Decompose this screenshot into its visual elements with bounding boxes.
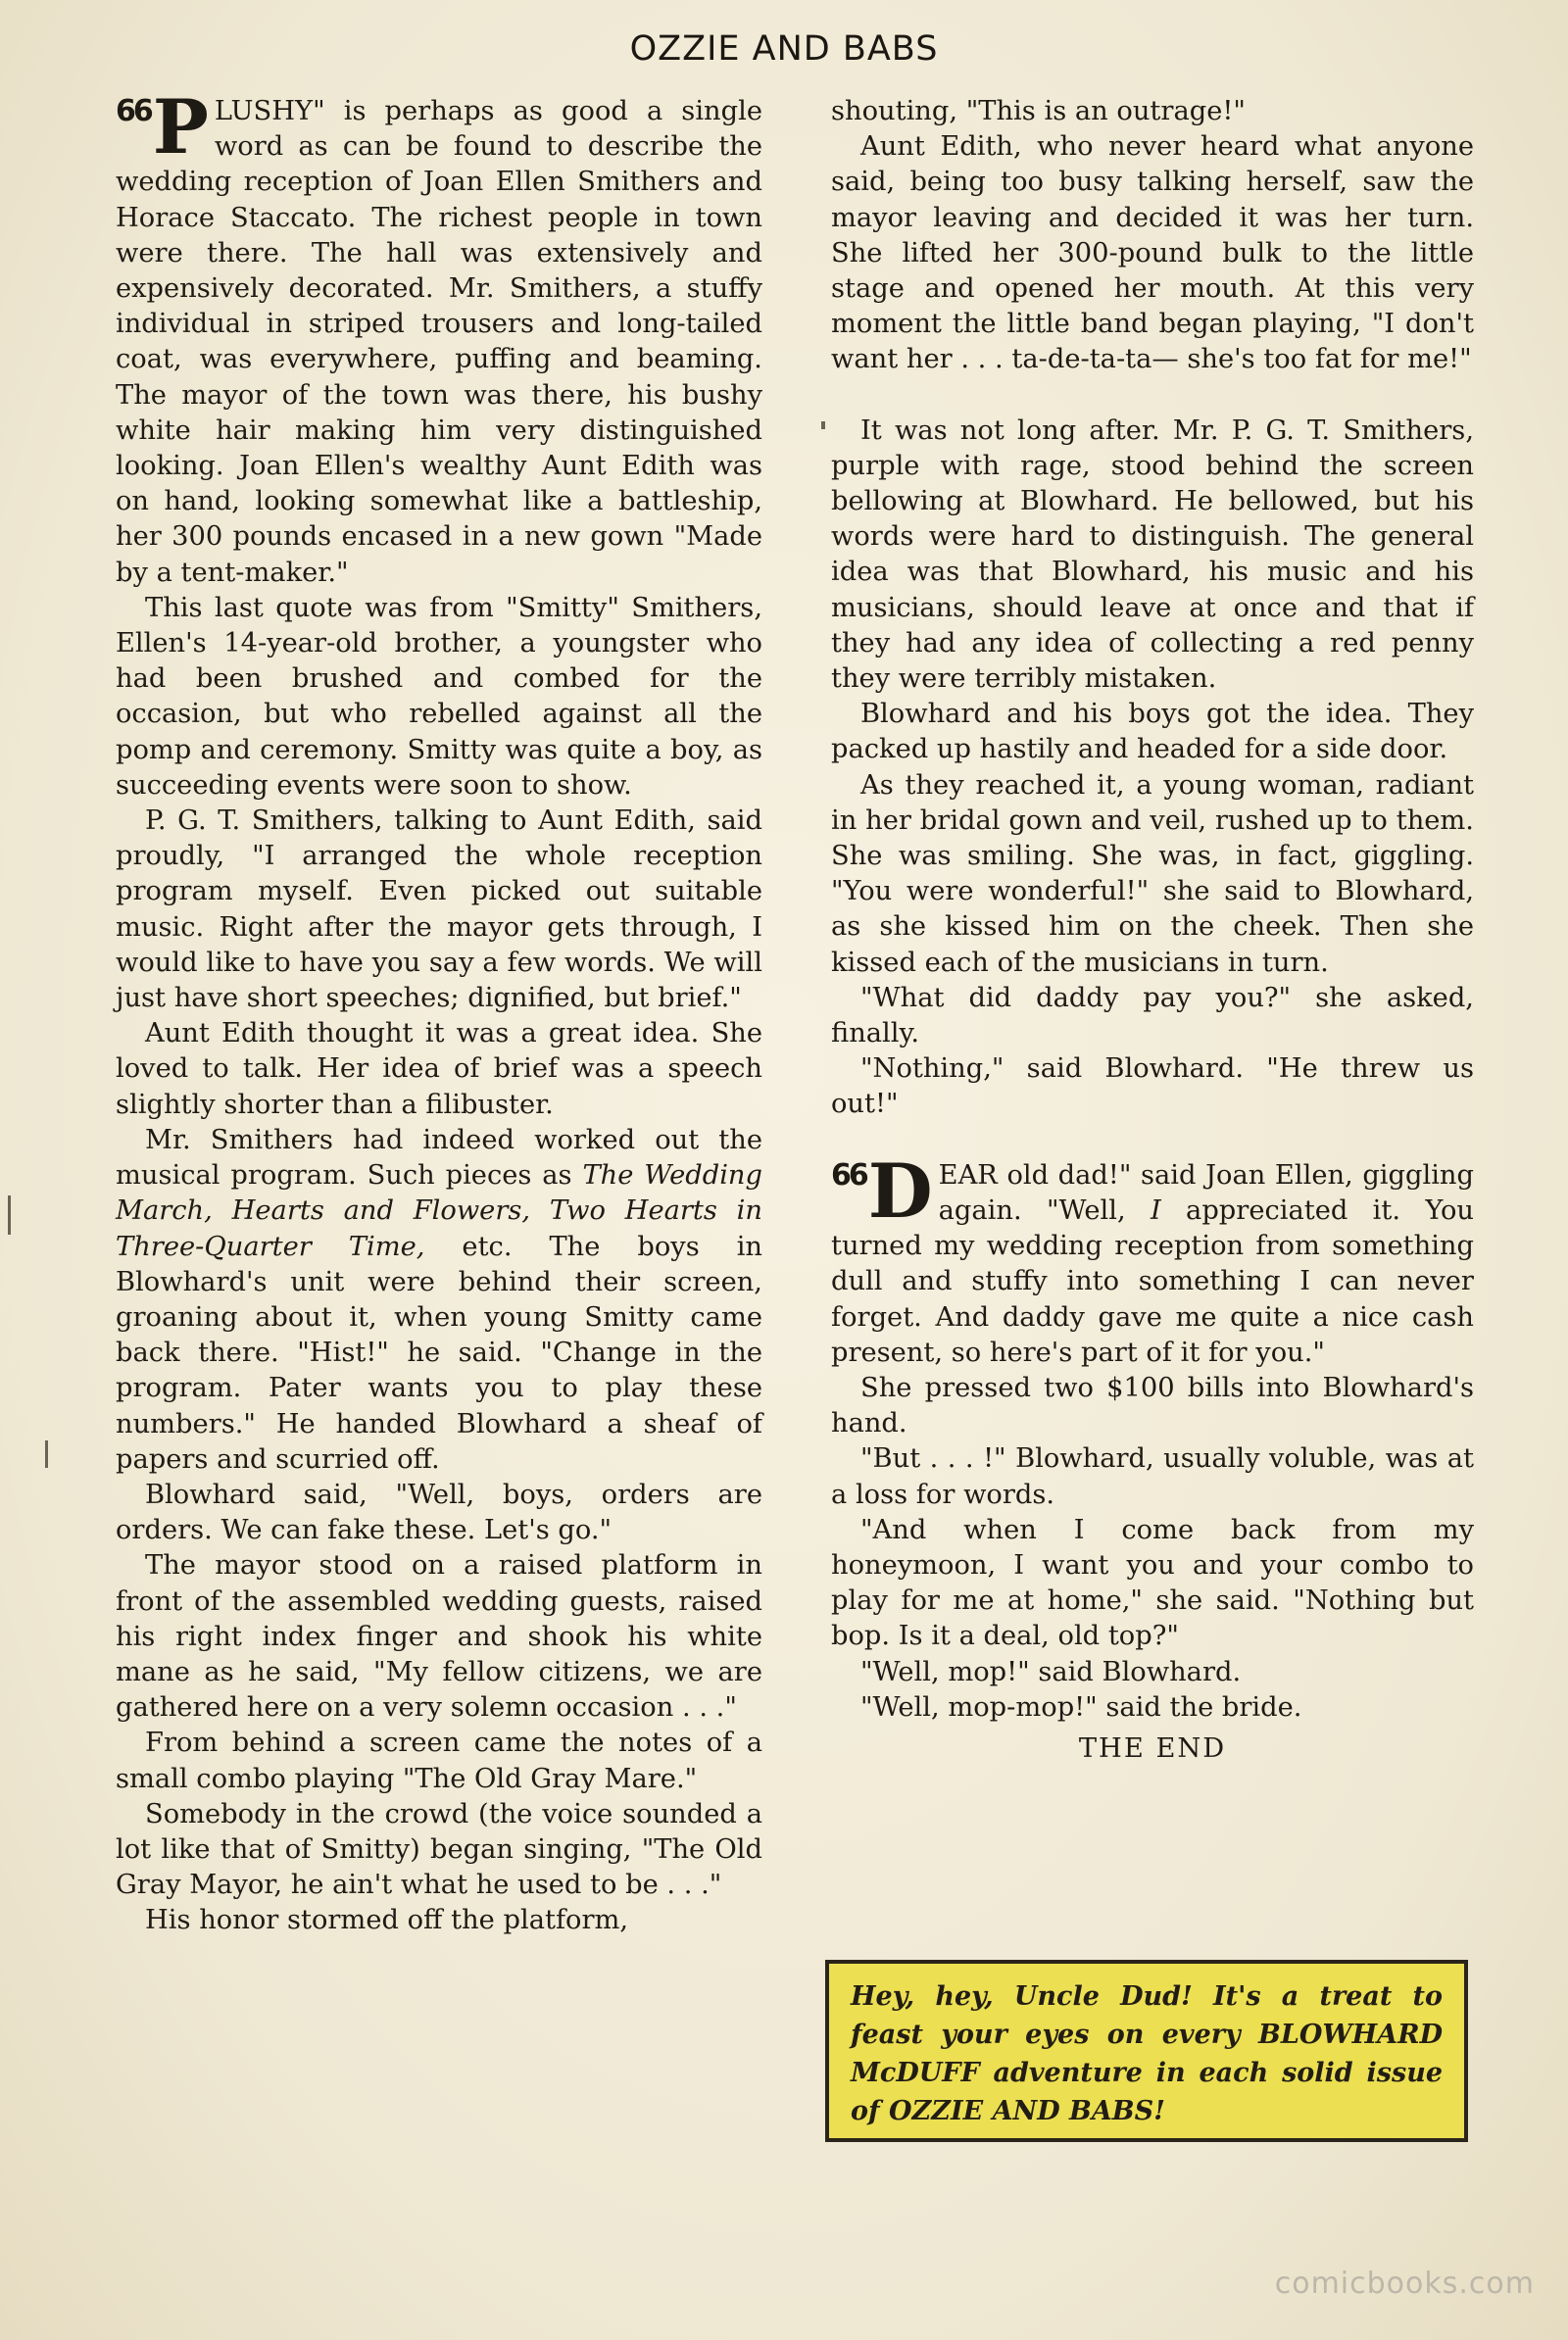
emphasis-italic: I bbox=[1150, 1194, 1161, 1226]
story-paragraph: "Nothing," said Blowhard. "He threw us out!" bbox=[831, 1053, 1474, 1120]
paragraph-text: Mr. Smithers had indeed worked out the musical program. Such pieces as bbox=[116, 1124, 762, 1192]
promo-text: Hey, hey, Uncle Dud! It's a treat to feast your eyes on every BLOWHARD McDUFF adventure in each solid issue of OZZIE AND BABS! bbox=[851, 1981, 1443, 2126]
left-text-column bbox=[116, 83, 763, 1939]
story-paragraph: shouting, "This is an outrage!" bbox=[831, 96, 1246, 126]
story-paragraph: The mayor stood on a raised platform in front of the assembled wedding guests, raised his right index finger and shook his white mane as he said, "My fellow citizens, we are gathered here on a very solemn occasion . . ." bbox=[116, 1550, 762, 1724]
story-paragraph bbox=[831, 1146, 1474, 1371]
print-speck bbox=[45, 1440, 48, 1468]
story-paragraph: His honor stormed off the platform, bbox=[145, 1905, 629, 1936]
story-paragraph: Aunt Edith thought it was a great idea. She loved to talk. Her idea of brief was a speech slightly shorter than a filibuster. bbox=[116, 1018, 762, 1120]
drop-cap-letter: P bbox=[152, 83, 209, 171]
story-paragraph: "But . . . !" Blowhard, usually voluble, was at a loss for words. bbox=[831, 1443, 1474, 1510]
story-paragraph: P. G. T. Smithers, talking to Aunt Edith, said proudly, "I arranged the whole reception program myself. Even picked out suitable music. Right after the mayor gets through, I would like to have you say a few words. We will just have short speeches; dignified, but brief." bbox=[116, 805, 762, 1014]
song-titles-italic: The Wedding March, Hearts and Flowers, Two Hearts in Three-Quarter Time, bbox=[116, 1160, 762, 1262]
paragraph-text: etc. The boys in Blowhard's unit were behind their screen, groaning about it, when young Smitty came back there. "Hist!" he said. "Change in the program. Pater wants you to play these numbers." He handed Blowhard a sheaf of papers and scurried off. bbox=[116, 1231, 763, 1475]
paragraph-text: LUSHY" is perhaps as good a single word as can be found to describe the wedding reception of Joan Ellen Smithers and Horace Staccato. The richest people in town were there. The hall was extensively and expensively decorated. Mr. Smithers, a stuffy individual in striped trousers and long-tailed coat, was everywhere, puffing and beaming. The mayor of the town was there, his bushy white hair making him very distinguished looking. Joan Ellen's wealthy Aunt Edith was on hand, looking somewhat like a battleship, her 300 pounds encased in a new gown "Made by a tent-maker." bbox=[116, 96, 762, 588]
promo-box bbox=[825, 1960, 1468, 2142]
story-paragraph: This last quote was from "Smitty" Smithers, Ellen's 14-year-old brother, a youngster who had been brushed and combed for the occasion, but who rebelled against all the pomp and ceremony. Smitty was quite a boy, as succeeding events were soon to show. bbox=[116, 592, 762, 801]
paragraph-text: appreciated it. You turned my wedding reception from something dull and stuffy into something I can never forget. And daddy gave me quite a nice cash present, so here's part of it for you." bbox=[831, 1194, 1474, 1368]
story-paragraph: Aunt Edith, who never heard what anyone said, being too busy talking herself, saw the mayor leaving and decided it was her turn. She lifted her 300-pound bulk to the little stage and opened her mouth. At this very moment the little band began playing, "I don't want her . . . ta-de-ta-ta— she's too fat for me!" bbox=[831, 131, 1474, 375]
story-paragraph: As they reached it, a young woman, radiant in her bridal gown and veil, rushed up to them. She was smiling. She was, in fact, giggling. "You were wonderful!" she said to Blowhard, as she kissed him on the cheek. Then she kissed each of the musicians in turn. bbox=[831, 769, 1474, 978]
story-paragraph: Somebody in the crowd (the voice sounded a lot like that of Smitty) began singing, "The Old Gray Mayor, he ain't what he used to be . . ." bbox=[116, 1798, 762, 1901]
opening-quote-mark: 66 bbox=[831, 1157, 866, 1193]
story-paragraph: "And when I come back from my honeymoon, I want you and your combo to play for me at home," she said. "Nothing but bop. Is it a deal, old top?" bbox=[831, 1514, 1474, 1652]
story-paragraph: Blowhard and his boys got the idea. They packed up hastily and headed for a side door. bbox=[831, 699, 1474, 765]
page-header-title: OZZIE AND BABS bbox=[629, 29, 939, 69]
story-paragraph: It was not long after. Mr. P. G. T. Smithers, purple with rage, stood behind the screen bellowing at Blowhard. He bellowed, but his words were hard to distinguish. The general idea was that Blowhard, his music and his musicians, should leave at once and that if they had any idea of collecting a red penny they were terribly mistaken. bbox=[831, 414, 1474, 695]
story-paragraph bbox=[116, 83, 762, 591]
story-paragraph: From behind a screen came the notes of a small combo playing "The Old Gray Mare." bbox=[116, 1728, 762, 1794]
story-paragraph: She pressed two $100 bills into Blowhard's hand. bbox=[831, 1372, 1474, 1439]
story-paragraph: "Well, mop!" said Blowhard. bbox=[860, 1656, 1242, 1687]
story-paragraph: Blowhard said, "Well, boys, orders are orders. We can fake these. Let's go." bbox=[116, 1479, 762, 1546]
drop-cap-letter: D bbox=[867, 1146, 933, 1235]
story-paragraph bbox=[116, 1123, 762, 1478]
paragraph-text: EAR old dad!" said Joan Ellen, giggling again. "Well, bbox=[938, 1159, 1474, 1226]
story-paragraph: "Well, mop-mop!" said the bride. bbox=[860, 1691, 1302, 1723]
the-end-label: THE END bbox=[1078, 1732, 1227, 1764]
right-text-column bbox=[831, 94, 1474, 1767]
opening-quote-mark: 66 bbox=[116, 94, 151, 128]
print-speck bbox=[8, 1195, 11, 1235]
watermark-main: comicbooks bbox=[1274, 2267, 1459, 2301]
story-paragraph: "What did daddy pay you?" she asked, finally. bbox=[831, 982, 1474, 1049]
watermark-suffix: .com bbox=[1458, 2267, 1535, 2301]
site-watermark bbox=[1275, 2267, 1535, 2301]
print-speck bbox=[821, 421, 825, 429]
